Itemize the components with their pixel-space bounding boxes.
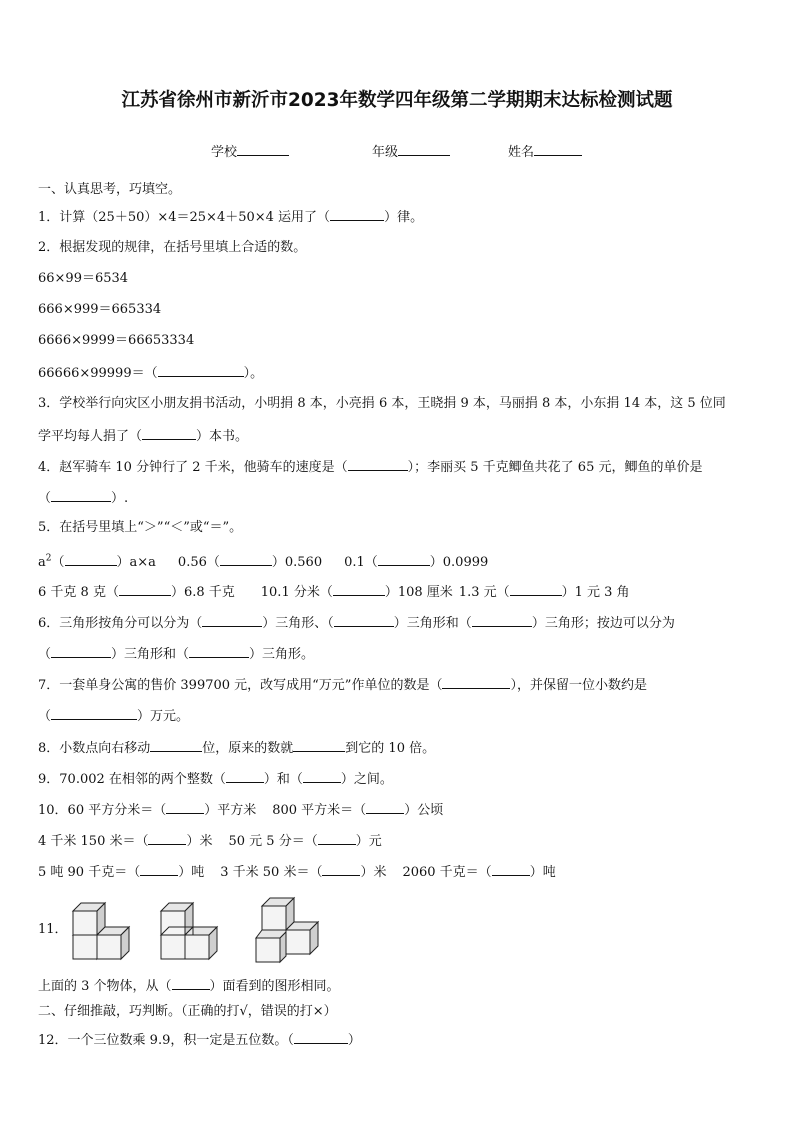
q5-b-text: 0.56（	[177, 555, 220, 571]
school-field	[211, 141, 289, 160]
paren-open: （	[38, 709, 52, 724]
q5-b	[178, 555, 322, 570]
answer-blank[interactable]	[322, 863, 360, 876]
question-2-line-2: 666×999＝665334	[38, 302, 162, 317]
q10-f-unit: ）米	[360, 865, 387, 880]
answer-blank[interactable]	[318, 832, 356, 845]
q5-c	[344, 555, 488, 570]
grade-field	[372, 141, 450, 160]
question-4-text-mid: ）；李丽买 5 千克鲫鱼共花了 65 元，鲫鱼的单价是	[407, 460, 703, 475]
q5-a-end: ）a×a	[116, 555, 156, 571]
question-7-text-end: ），并保留一位小数约是	[510, 678, 647, 693]
question-4-line-1	[38, 458, 702, 476]
q10-b-text: 800 平方米＝（	[272, 803, 367, 818]
question-6-line-2	[38, 645, 314, 663]
answer-blank[interactable]	[166, 801, 204, 814]
question-7-line-1	[38, 676, 647, 694]
q10-b-unit: ）公顷	[404, 803, 444, 818]
answer-blank[interactable]	[510, 583, 562, 596]
answer-blank[interactable]	[378, 553, 430, 566]
answer-blank[interactable]	[294, 1031, 348, 1044]
cube-figure-1	[70, 896, 134, 962]
answer-blank[interactable]	[51, 489, 111, 502]
answer-blank[interactable]	[189, 645, 249, 658]
question-2-line-4-text: 66666×99999＝（	[38, 366, 158, 381]
question-7-text: 7．一套单身公寓的售价 399700 元，改写成用“万元”作单位的数是（	[38, 678, 443, 693]
question-2: 2．根据发现的规律，在括号里填上合适的数。	[38, 240, 307, 255]
question-11-number: 11．	[38, 922, 68, 937]
answer-blank[interactable]	[334, 614, 394, 627]
q10-c-text: 4 千米 150 米＝（	[38, 834, 149, 849]
q5-d-text: 6 千克 8 克（	[38, 585, 119, 600]
question-2-line-1: 66×99＝6534	[38, 271, 129, 286]
q10-e-unit: ）吨	[178, 865, 205, 880]
q10-g-unit: ）吨	[529, 865, 556, 880]
answer-blank[interactable]	[158, 364, 244, 377]
answer-blank[interactable]	[65, 553, 117, 566]
grade-blank[interactable]	[398, 143, 450, 156]
q10-a-unit: ）平方米	[204, 803, 257, 818]
question-10-line-1	[38, 801, 443, 819]
q10-d-unit: ）元	[355, 834, 382, 849]
question-5-row-2	[38, 583, 630, 601]
question-10-line-3	[38, 863, 556, 881]
q10-g-text: 2060 千克＝（	[402, 865, 492, 880]
paren-open: （	[38, 647, 52, 662]
answer-blank[interactable]	[226, 770, 264, 783]
section-2-heading: 二、仔细推敲，巧判断。（正确的打√，错误的打×）	[38, 1004, 337, 1019]
question-2-line-4-end: ）。	[243, 366, 264, 381]
question-6-text-b: ）三角形、（	[262, 616, 334, 631]
question-8-text-end: 到它的 10 倍。	[345, 741, 436, 756]
answer-blank[interactable]	[150, 739, 202, 752]
question-8-text-mid: 位，原来的数就	[202, 741, 294, 756]
question-4-line-2	[38, 489, 128, 507]
question-10-line-2	[38, 832, 382, 850]
paren-close: ）.	[111, 491, 129, 506]
question-6-text-d: ）三角形；按边可以分为	[531, 616, 675, 631]
question-1-text: 1．计算（25＋50）×4＝25×4＋50×4 运用了（	[38, 210, 331, 225]
name-label: 姓名	[508, 145, 535, 160]
answer-blank[interactable]	[330, 208, 384, 221]
question-11-text-b: ）面看到的图形相同。	[209, 979, 340, 994]
school-label: 学校	[211, 145, 238, 160]
answer-blank[interactable]	[472, 614, 532, 627]
exam-title: 江苏省徐州市新沂市2023年数学四年级第二学期期末达标检测试题	[121, 90, 673, 111]
cube-figure-2-svg	[158, 896, 222, 962]
cube-figure-2	[158, 896, 222, 962]
answer-blank[interactable]	[142, 427, 196, 440]
q5-d-end: ）6.8 千克	[170, 585, 235, 600]
answer-blank[interactable]	[348, 458, 408, 471]
answer-blank[interactable]	[202, 614, 262, 627]
question-11-text	[38, 977, 340, 995]
q5-f-end: ）1 元 3 角	[561, 585, 630, 600]
question-11-text-a: 上面的 3 个物体，从（	[38, 979, 172, 994]
question-6-text-f: ）三角形。	[249, 647, 315, 662]
question-9	[38, 770, 393, 788]
name-field	[508, 141, 582, 160]
grade-label: 年级	[372, 145, 399, 160]
paren-open: （	[38, 491, 52, 506]
question-3-text-end: ）本书。	[196, 429, 249, 444]
q5-e-text: 10.1 分米（	[260, 585, 333, 600]
question-9-text-mid: ）和（	[263, 772, 303, 787]
question-12	[38, 1031, 361, 1049]
question-8	[38, 739, 435, 757]
question-1	[38, 208, 423, 226]
section-1-heading: 一、认真思考，巧填空。	[38, 182, 182, 197]
name-blank[interactable]	[534, 143, 582, 156]
question-9-text: 9．70.002 在相邻的两个整数（	[38, 772, 226, 787]
question-12-end: ）	[347, 1033, 361, 1048]
exponent: 2	[45, 554, 52, 564]
q10-d-text: 50 元 5 分＝（	[228, 834, 318, 849]
question-6-line-1	[38, 614, 675, 632]
question-3-line-1: 3．学校举行向灾区小朋友捐书活动，小明捐 8 本，小亮捐 6 本，王晓捐 9 本，马丽捐 8 本，小东捐 14 本，这 5 位同	[38, 396, 726, 411]
q5-c-end: ）0.0999	[429, 555, 489, 571]
paren-open: （	[51, 555, 65, 571]
answer-blank[interactable]	[492, 863, 530, 876]
cube-figure-3-svg	[254, 896, 322, 966]
question-9-text-end: ）之间。	[340, 772, 393, 787]
question-8-text: 8．小数点向右移动	[38, 741, 151, 756]
question-3-line-2	[38, 427, 248, 445]
answer-blank[interactable]	[303, 770, 341, 783]
answer-blank[interactable]	[333, 583, 385, 596]
var-a: a	[38, 555, 46, 571]
answer-blank[interactable]	[172, 977, 210, 990]
q10-c-unit: ）米	[186, 834, 213, 849]
q5-f-text: 1.3 元（	[458, 585, 510, 600]
answer-blank[interactable]	[119, 583, 171, 596]
cube-figure-1-svg	[70, 896, 134, 962]
question-6-text: 6．三角形按角分可以分为（	[38, 616, 203, 631]
q10-f-text: 3 千米 50 米＝（	[220, 865, 323, 880]
question-2-line-3: 6666×9999＝66653334	[38, 333, 195, 348]
cube-figure-3	[254, 896, 322, 966]
school-blank[interactable]	[237, 143, 289, 156]
answer-blank[interactable]	[51, 645, 111, 658]
question-5-row-1	[38, 551, 488, 571]
answer-blank[interactable]	[140, 863, 178, 876]
question-6-text-e: ）三角形和（	[111, 647, 190, 662]
question-7-unit: ）万元。	[137, 709, 190, 724]
question-5: 5．在括号里填上“＞”“＜”或“＝”。	[38, 520, 243, 535]
question-4-text: 4．赵军骑车 10 分钟行了 2 千米，他骑车的速度是（	[38, 460, 348, 475]
answer-blank[interactable]	[366, 801, 404, 814]
question-7-line-2	[38, 707, 189, 725]
question-3-text: 学平均每人捐了（	[38, 429, 143, 444]
q5-b-end: ）0.560	[271, 555, 323, 571]
answer-blank[interactable]	[442, 676, 510, 689]
q5-a	[38, 555, 156, 570]
q10-e-text: 5 吨 90 千克＝（	[38, 865, 141, 880]
answer-blank[interactable]	[220, 553, 272, 566]
question-2-line-4	[38, 364, 263, 382]
answer-blank[interactable]	[51, 707, 137, 720]
question-12-text: 12．一个三位数乘 9.9，积一定是五位数。（	[38, 1033, 294, 1048]
q5-c-text: 0.1（	[344, 555, 378, 571]
question-6-text-c: ）三角形和（	[393, 616, 472, 631]
q5-e-end: ）108 厘米	[384, 585, 453, 600]
q10-a-text: 10．60 平方分米＝（	[38, 803, 167, 818]
answer-blank[interactable]	[148, 832, 186, 845]
answer-blank[interactable]	[293, 739, 345, 752]
question-1-text-end: ）律。	[384, 210, 424, 225]
